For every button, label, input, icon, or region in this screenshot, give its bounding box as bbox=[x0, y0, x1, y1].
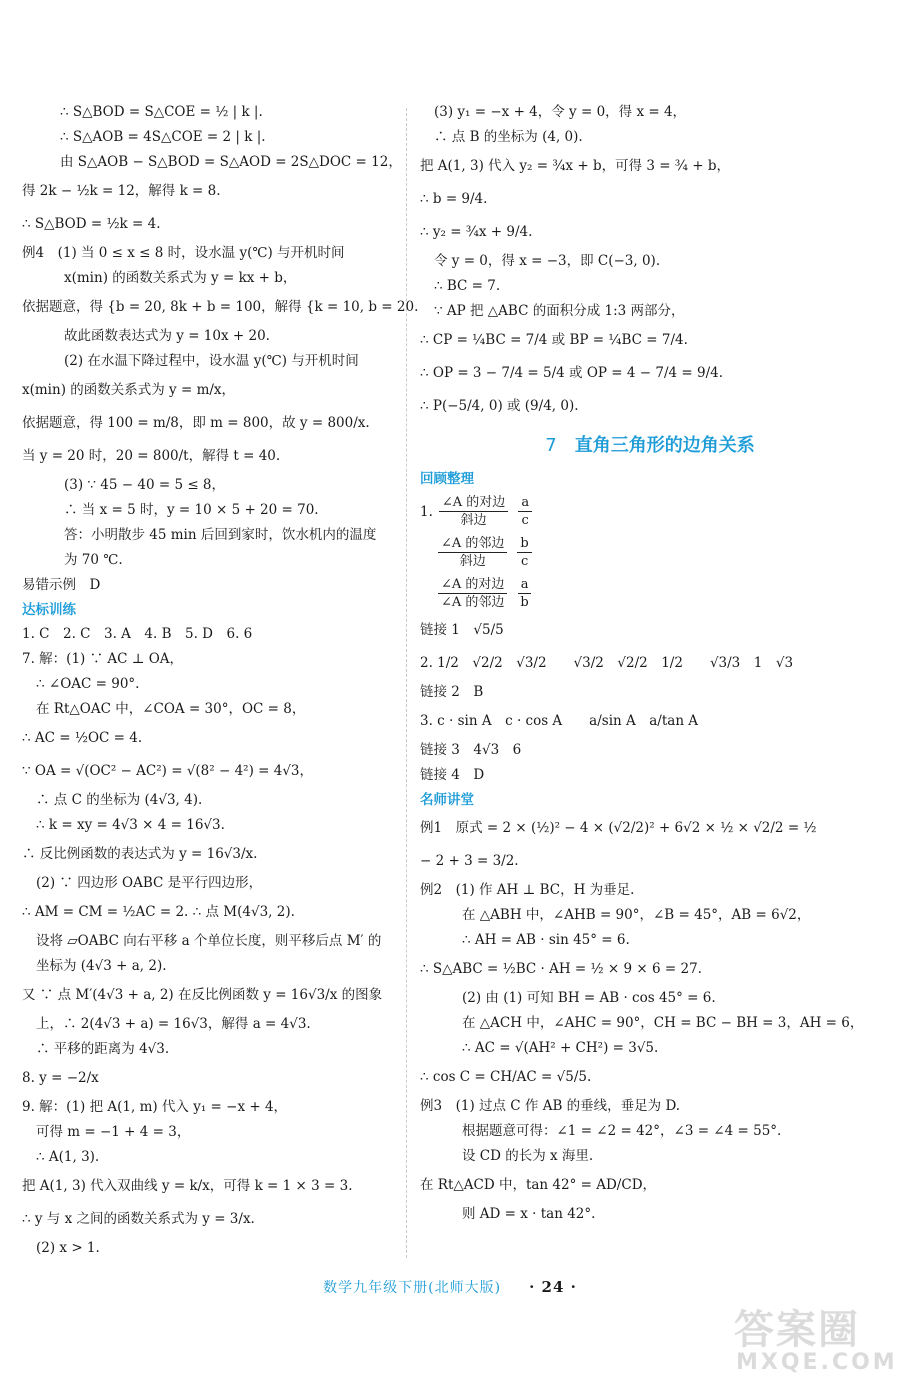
text-line: 根据题意可得：∠1 = ∠2 = 42°，∠3 = ∠4 = 55°. bbox=[462, 1123, 782, 1139]
link-3: 链接 3 4√3 6 bbox=[420, 742, 522, 758]
text-line: (2) 由 (1) 可知 BH = AB · cos 45° = 6. bbox=[462, 990, 716, 1006]
page-footer bbox=[0, 1277, 900, 1297]
text-line: − 2 + 3 = 3/2. bbox=[420, 853, 519, 869]
fraction: a c bbox=[518, 494, 532, 529]
review-item-2: 2. 1/2 √2/2 √3/2 √3/2 √2/2 1/2 √3/3 1 √3 bbox=[420, 655, 794, 671]
left-column bbox=[22, 100, 419, 1261]
fraction: ∠A 的对边 ∠A 的邻边 bbox=[438, 576, 507, 611]
common-error-example: 易错示例 D bbox=[22, 577, 101, 593]
watermark-text: 答案圈 bbox=[734, 1307, 860, 1353]
text-line: 把 A(1, 3) 代入双曲线 y = k/x，可得 k = 1 × 3 = 3. bbox=[22, 1178, 353, 1194]
link-4: 链接 4 D bbox=[420, 767, 485, 783]
text-line: x(min) 的函数关系式为 y = m/x， bbox=[22, 382, 236, 398]
text-line: (2) 在水温下降过程中，设水温 y(℃) 与开机时间 bbox=[64, 353, 359, 369]
text-line: 在 △ACH 中，∠AHC = 90°，CH = BC − BH = 3，AH = 6， bbox=[462, 1015, 864, 1031]
text-line: 依据题意，得 100 = m/8，即 m = 800，故 y = 800/x. bbox=[22, 415, 370, 431]
text-line: ∴ 平移的距离为 4√3. bbox=[36, 1041, 170, 1057]
text-line: 依据题意，得 {b = 20, 8k + b = 100，解得 {k = 10, b = 20. bbox=[22, 299, 419, 315]
text-line: (3) ∵ 45 − 40 = 5 ≤ 8， bbox=[64, 477, 226, 493]
problem-9-heading: 9. 解：(1) 把 A(1, m) 代入 y₁ = −x + 4， bbox=[22, 1099, 288, 1115]
text-line: x(min) 的函数关系式为 y = kx + b， bbox=[64, 270, 297, 286]
review-item bbox=[420, 491, 880, 532]
text-line: ∴ 点 B 的坐标为 (4, 0). bbox=[434, 129, 583, 145]
text-line: 可得 m = −1 + 4 = 3， bbox=[36, 1124, 191, 1140]
text-line: ∴ AC = ½OC = 4. bbox=[22, 730, 143, 746]
text-line: ∴ y₂ = ¾x + 9/4. bbox=[420, 224, 533, 240]
text-line: ∴ 反比例函数的表达式为 y = 16√3/x. bbox=[22, 846, 258, 862]
column-divider bbox=[406, 108, 407, 1258]
text-line: ∴ AH = AB · sin 45° = 6. bbox=[462, 932, 630, 948]
problem-7-heading: 7. 解：(1) ∵ AC ⊥ OA， bbox=[22, 651, 184, 667]
review-item-3: 3. c · sin A c · cos A a/sin A a/tan A bbox=[420, 713, 699, 729]
right-column bbox=[420, 100, 880, 1227]
example-1: 例1 原式 = 2 × (½)² − 4 × (√2/2)² + 6√2 × ½ × √2/2 = ½ bbox=[420, 820, 817, 836]
problem-8: 8. y = −2/x bbox=[22, 1070, 99, 1086]
section-header-practice: 达标训练 bbox=[22, 602, 76, 618]
text-line: 故此函数表达式为 y = 10x + 20. bbox=[64, 328, 270, 344]
example-3-heading: 例3 (1) 过点 C 作 AB 的垂线，垂足为 D. bbox=[420, 1098, 681, 1114]
text-line: ∴ 当 x = 5 时，y = 10 × 5 + 20 = 70. bbox=[64, 502, 319, 518]
text-line: ∴ S△BOD = S△COE = ½ | k |. bbox=[60, 104, 263, 120]
text-line: ∴ k = xy = 4√3 × 4 = 16√3. bbox=[36, 817, 225, 833]
text-line: (2) x > 1. bbox=[36, 1240, 100, 1256]
text-line: 答：小明散步 45 min 后回到家时，饮水机内的温度 bbox=[64, 527, 377, 543]
text-line: ∴ A(1, 3). bbox=[36, 1149, 100, 1165]
text-line: ∴ S△BOD = ½k = 4. bbox=[22, 216, 161, 232]
text-line: 则 AD = x · tan 42°. bbox=[462, 1206, 596, 1222]
watermark-domain: MXQE.COM bbox=[736, 1350, 898, 1375]
fraction: ∠A 的对边 斜边 bbox=[439, 494, 508, 529]
text-line: 由 S△AOB − S△BOD = S△AOD = 2S△DOC = 12， bbox=[60, 154, 402, 170]
review-item bbox=[420, 532, 880, 573]
fraction: b c bbox=[517, 535, 531, 570]
text-line: 为 70 ℃. bbox=[64, 552, 123, 568]
chapter-title-text: 直角三角形的边角关系 bbox=[574, 435, 755, 456]
text-line: ∴ S△AOB = 4S△COE = 2 | k |. bbox=[60, 129, 266, 145]
example-2-heading: 例2 (1) 作 AH ⊥ BC，H 为垂足. bbox=[420, 882, 635, 898]
text-line: 在 Rt△ACD 中，tan 42° = AD/CD， bbox=[420, 1177, 657, 1193]
review-item bbox=[420, 573, 880, 614]
review-index: 1. bbox=[420, 503, 433, 520]
text-line: ∴ cos C = CH/AC = √5/5. bbox=[420, 1069, 592, 1085]
fraction: ∠A 的邻边 斜边 bbox=[438, 535, 507, 570]
text-line: 设 CD 的长为 x 海里. bbox=[462, 1148, 594, 1164]
text-line: 坐标为 (4√3 + a, 2). bbox=[36, 958, 167, 974]
link-1: 链接 1 √5/5 bbox=[420, 622, 504, 638]
text-line: ∴ AC = √(AH² + CH²) = 3√5. bbox=[462, 1040, 659, 1056]
chapter-number: 7 bbox=[545, 435, 557, 456]
book-title: 数学九年级下册(北师大版) bbox=[323, 1280, 502, 1296]
text-line: ∴ AM = CM = ½AC = 2. ∴ 点 M(4√3, 2). bbox=[22, 904, 295, 920]
text-line: 令 y = 0，得 x = −3，即 C(−3, 0). bbox=[434, 253, 661, 269]
text-line: ∴ y 与 x 之间的函数关系式为 y = 3/x. bbox=[22, 1211, 255, 1227]
text-line: ∴ OP = 3 − 7/4 = 5/4 或 OP = 4 − 7/4 = 9/4. bbox=[420, 365, 724, 381]
text-line: 设将 ▱OABC 向右平移 a 个单位长度，则平移后点 M′ 的 bbox=[36, 933, 382, 949]
text-line: ∵ AP 把 △ABC 的面积分成 1:3 两部分， bbox=[434, 303, 685, 319]
text-line: ∴ ∠OAC = 90°. bbox=[36, 676, 140, 692]
page-number: · 24 · bbox=[529, 1278, 577, 1296]
text-line: 在 Rt△OAC 中，∠COA = 30°，OC = 8， bbox=[36, 701, 306, 717]
text-line: 又 ∵ 点 M′(4√3 + a, 2) 在反比例函数 y = 16√3/x 的图象 bbox=[22, 987, 383, 1003]
text-line: ∴ CP = ¼BC = 7/4 或 BP = ¼BC = 7/4. bbox=[420, 332, 688, 348]
text-line: (3) y₁ = −x + 4，令 y = 0，得 x = 4， bbox=[434, 104, 687, 120]
text-line: 得 2k − ½k = 12，解得 k = 8. bbox=[22, 183, 221, 199]
text-line: ∴ P(−5/4, 0) 或 (9/4, 0). bbox=[420, 398, 579, 414]
chapter-title bbox=[420, 423, 880, 467]
text-line: ∴ 点 C 的坐标为 (4√3, 4). bbox=[36, 792, 203, 808]
link-2: 链接 2 B bbox=[420, 684, 484, 700]
text-line: ∴ S△ABC = ½BC · AH = ½ × 9 × 6 = 27. bbox=[420, 961, 702, 977]
text-line: ∴ BC = 7. bbox=[434, 278, 501, 294]
text-line: ∴ b = 9/4. bbox=[420, 191, 488, 207]
text-line: (2) ∵ 四边形 OABC 是平行四边形， bbox=[36, 875, 263, 891]
text-line: 上，∴ 2(4√3 + a) = 16√3，解得 a = 4√3. bbox=[36, 1016, 311, 1032]
section-header-review: 回顾整理 bbox=[420, 471, 474, 487]
text-line: ∵ OA = √(OC² − AC²) = √(8² − 4²) = 4√3， bbox=[22, 763, 314, 779]
section-header-teacher: 名师讲堂 bbox=[420, 792, 474, 808]
text-line: 把 A(1, 3) 代入 y₂ = ¾x + b，可得 3 = ¾ + b， bbox=[420, 158, 730, 174]
watermark-logo bbox=[706, 1296, 898, 1380]
example-4-heading: 例4 (1) 当 0 ≤ x ≤ 8 时，设水温 y(℃) 与开机时间 bbox=[22, 245, 345, 261]
text-line: 在 △ABH 中，∠AHB = 90°，∠B = 45°，AB = 6√2， bbox=[462, 907, 811, 923]
text-line: 当 y = 20 时，20 = 800/t，解得 t = 40. bbox=[22, 448, 281, 464]
fraction: a b bbox=[517, 576, 531, 611]
answer-list: 1. C 2. C 3. A 4. B 5. D 6. 6 bbox=[22, 626, 253, 642]
